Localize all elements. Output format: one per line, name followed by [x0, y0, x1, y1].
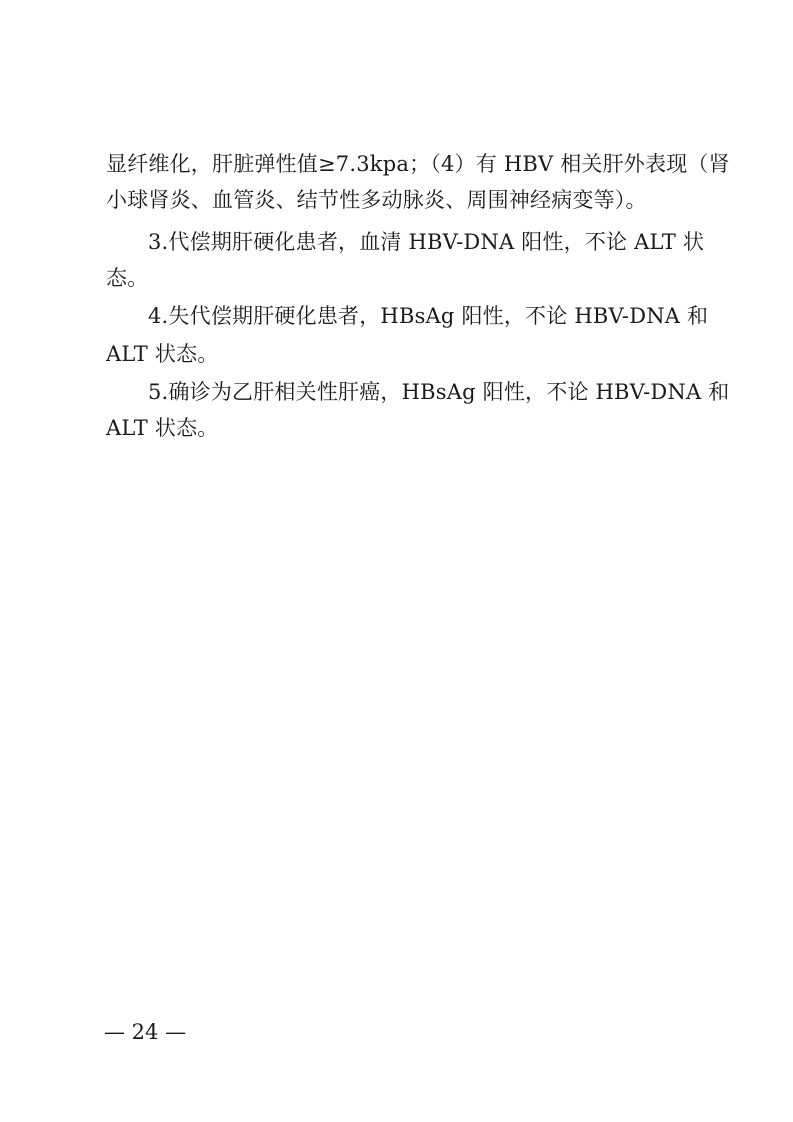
item-4-line-1: 4.失代偿期肝硬化患者，HBsAg 阳性，不论 HBV-DNA 和: [148, 304, 709, 328]
item-5-line-1: 5.确诊为乙肝相关性肝癌，HBsAg 阳性，不论 HBV-DNA 和: [148, 380, 730, 404]
page-number: — 24 —: [104, 1020, 187, 1044]
text-line-1: 显纤维化，肝脏弹性值≥7.3kpa；（4）有 HBV 相关肝外表现（肾: [106, 152, 730, 176]
item-5-line-2: ALT 状态。: [106, 416, 219, 440]
item-3-line-2: 态。: [106, 266, 149, 290]
item-4-line-2: ALT 状态。: [106, 342, 219, 366]
text-line-2: 小球肾炎、血管炎、结节性多动脉炎、周围神经病变等）。: [106, 188, 647, 212]
item-3-line-1: 3.代偿期肝硬化患者，血清 HBV-DNA 阳性，不论 ALT 状: [148, 230, 705, 254]
